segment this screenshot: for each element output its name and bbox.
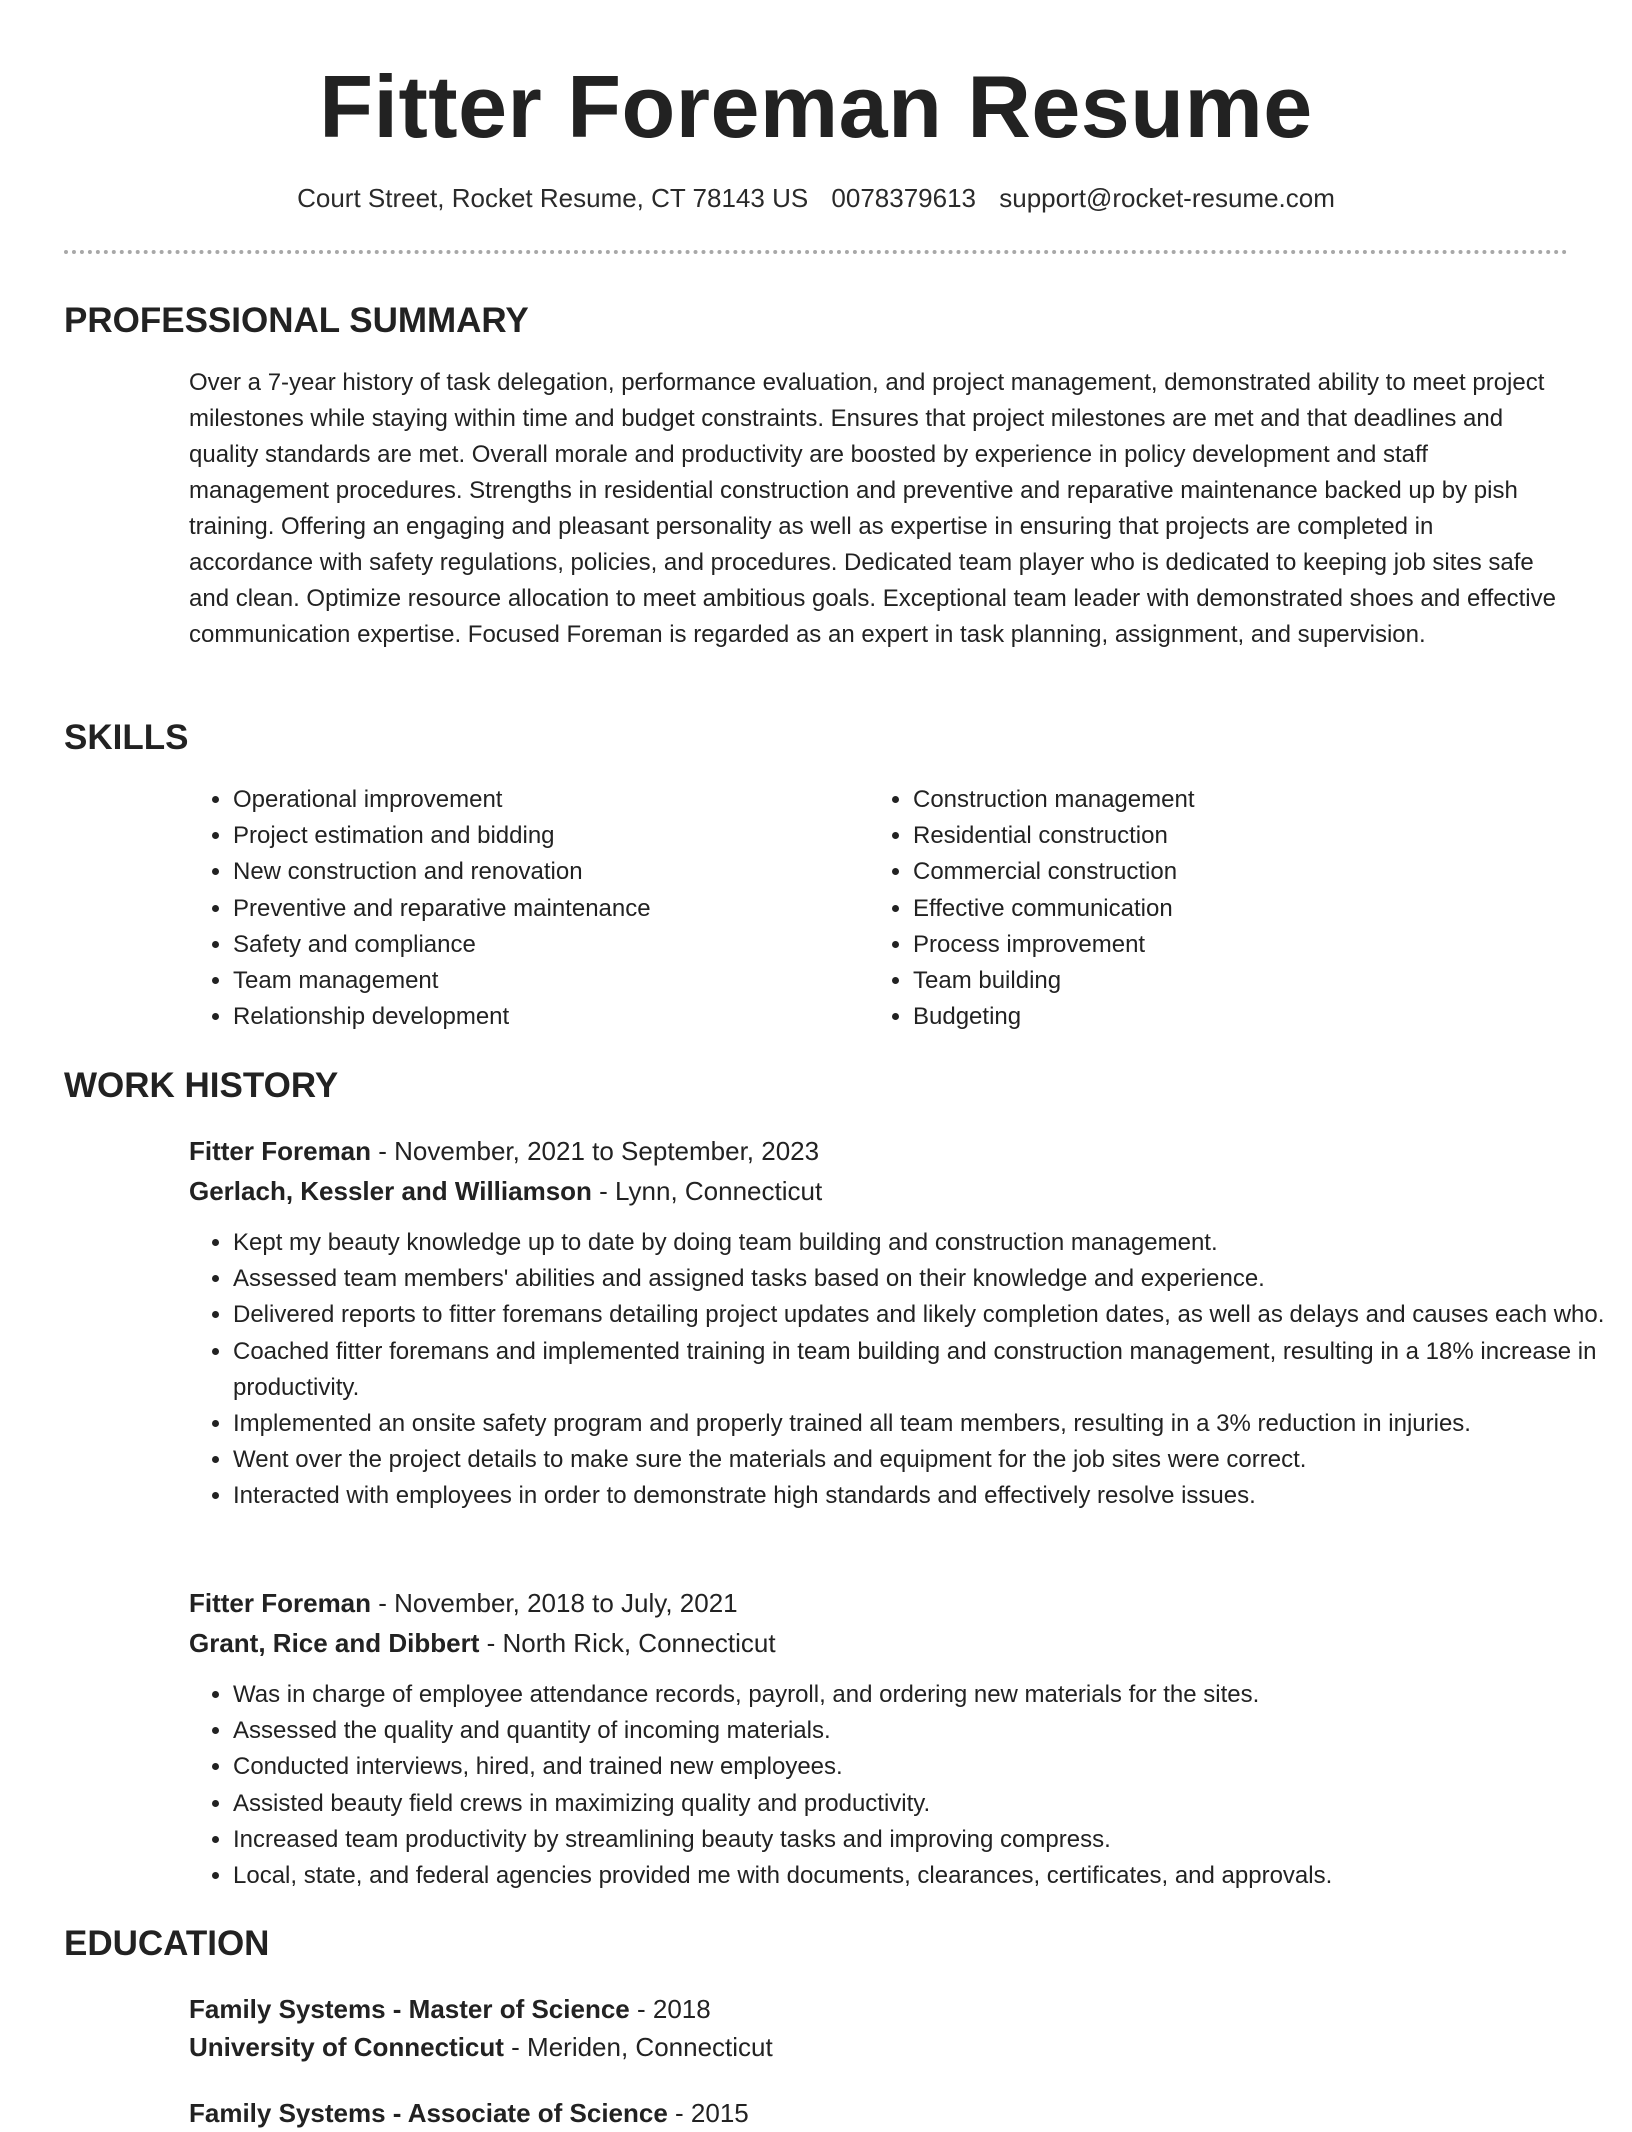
education-degree: Family Systems - Master of Science [189,1994,630,2024]
job-bullets [189,1225,1613,1515]
skill-item: • Team management [233,963,853,999]
contact-address: Court Street, Rocket Resume, CT 78143 US [297,183,809,213]
contact-line [0,180,1632,216]
education-year: - 2015 [667,2098,749,2128]
job-bullet: • Increased team productivity by streamlining beauty tasks and improving compress. [233,1822,1613,1858]
skills-list-right [869,782,1533,1035]
job-bullet: • Assessed team members' abilities and assigned tasks based on their knowledge and experience. [233,1261,1613,1297]
skill-item: • Budgeting [913,999,1533,1035]
job-title-line [189,1584,738,1622]
job-bullet: • Went over the project details to make sure the materials and equipment for the job sites were correct. [233,1442,1613,1478]
summary-text: Over a 7-year history of task delegation, performance evaluation, and project management, demonstrated ability to meet project milestones while staying within time and budget constraints. Ensures that project milestones are met and that deadlines and quality standards are met. Overall morale and productivity are boosted by experience in policy development and staff management procedures. Strengths in residential construction and preventive and reparative maintenance backed up by pish training. Offering an engaging and pleasant personality as well as expertise in ensuring that projects are completed in accordance with safety regulations, policies, and procedures. Dedicated team player who is dedicated to keeping job sites safe and clean. Optimize resource allocation to meet ambitious goals. Exceptional team leader with demonstrated shoes and effective communication expertise. Focused Foreman is regarded as an expert in task planning, assignment, and supervision. [189,369,1556,648]
job-dates: - November, 2018 to July, 2021 [371,1588,738,1618]
education-year: - 2018 [629,1994,711,2024]
skills-heading: SKILLS [64,718,189,757]
education-school: University of Connecticut [189,2032,504,2062]
job-title: Fitter Foreman [189,1588,372,1618]
job-company: Grant, Rice and Dibbert [189,1628,480,1658]
skill-item: • Commercial construction [913,854,1533,890]
job-bullet: • Assessed the quality and quantity of incoming materials. [233,1713,1613,1749]
contact-phone: 0078379613 [831,183,977,213]
job-location: - North Rick, Connecticut [479,1628,776,1658]
job-company: Gerlach, Kessler and Williamson [189,1176,592,1206]
job-company-line [189,1624,776,1662]
skill-item: • Residential construction [913,818,1533,854]
skill-item: • Relationship development [233,999,853,1035]
job-bullet: • Conducted interviews, hired, and trained new employees. [233,1749,1613,1785]
skills-list-left [189,782,853,1035]
skill-item: • Construction management [913,782,1533,818]
skill-item: • Team building [913,963,1533,999]
job-title: Fitter Foreman [189,1136,372,1166]
job-dates: - November, 2021 to September, 2023 [371,1136,820,1166]
job-bullet: • Interacted with employees in order to demonstrate high standards and effectively resolve issues. [233,1478,1613,1514]
skill-item: • Effective communication [913,891,1533,927]
education-location: - Meriden, Connecticut [503,2032,773,2062]
education-heading: EDUCATION [64,1924,270,1963]
skill-item: • Process improvement [913,927,1533,963]
job-bullet: • Delivered reports to fitter foremans detailing project updates and likely completion dates, as well as delays and causes each who. [233,1297,1613,1333]
job-bullet: • Local, state, and federal agencies provided me with documents, clearances, certificates, and approvals. [233,1858,1613,1894]
skill-item: • New construction and renovation [233,854,853,890]
skill-item: • Operational improvement [233,782,853,818]
job-bullets [189,1677,1613,1894]
skill-item: • Safety and compliance [233,927,853,963]
skill-item: • Project estimation and bidding [233,818,853,854]
education-school-line [189,2028,773,2066]
education-degree-line [189,2094,749,2132]
job-bullet: • Kept my beauty knowledge up to date by doing team building and construction management. [233,1225,1613,1261]
summary-heading: PROFESSIONAL SUMMARY [64,301,529,340]
job-bullet: • Coached fitter foremans and implemented training in team building and construction management, resulting in a 18% increase in productivity. [233,1334,1613,1406]
job-bullet: • Assisted beauty field crews in maximizing quality and productivity. [233,1786,1613,1822]
work-history-heading: WORK HISTORY [64,1066,339,1105]
job-company-line [189,1172,822,1210]
job-location: - Lynn, Connecticut [591,1176,823,1206]
job-title-line [189,1132,819,1170]
skill-item: • Preventive and reparative maintenance [233,891,853,927]
resume-title: Fitter Foreman Resume [319,57,1313,156]
job-bullet: • Implemented an onsite safety program and properly trained all team members, resulting in a 3% reduction in injuries. [233,1406,1613,1442]
job-bullet: • Was in charge of employee attendance records, payroll, and ordering new materials for the sites. [233,1677,1613,1713]
header-divider [64,250,1568,254]
education-degree-line [189,1990,711,2028]
education-degree: Family Systems - Associate of Science [189,2098,668,2128]
contact-email: support@rocket-resume.com [999,183,1335,213]
